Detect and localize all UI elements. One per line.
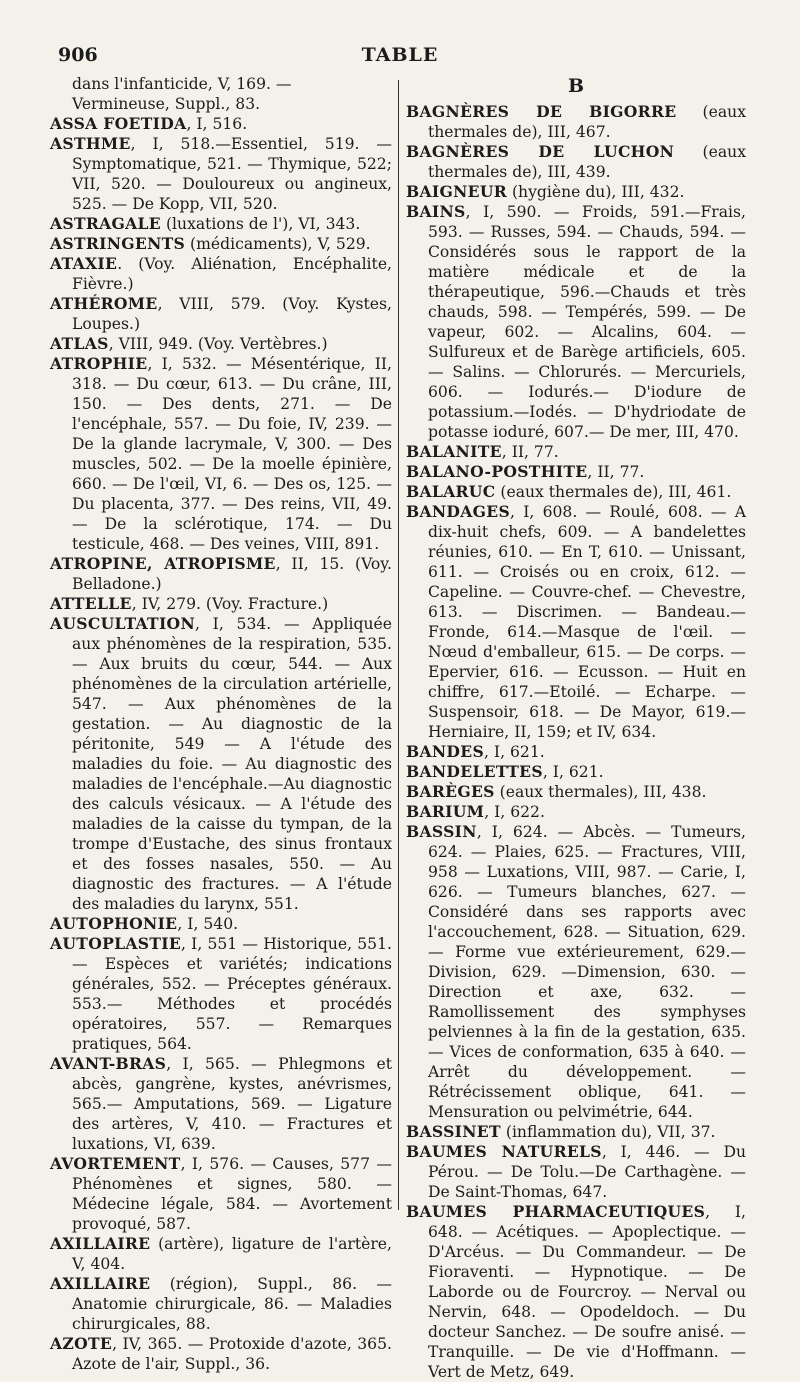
entry-headword: AUTOPLASTIE [50,934,182,953]
entry-references: . (Voy. Aliénation, Encéphalite, Fièvre.) [72,255,392,293]
entry-headword: AVORTEMENT [50,1154,181,1173]
index-entry [50,1234,392,1274]
entry-headword: BAUMES NATURELS [406,1142,602,1161]
entry-headword: ASTHME [50,134,131,153]
entry-headword: AXILLAIRE [50,1234,151,1253]
entry-references: , I, 532. — Mésentérique, II, 318. — Du cœur, 613. — Du crâne, III, 150. — Des dents, 271. — De l'encéphale, 557. — Du foie, IV, 239. — De la glande lacrymale, V, 300. — Des muscles, 502. — De la moelle épinière, 660. — De l'œil, VI, 6. — Des os, 125. — Du placenta, 377. — Des reins, VII, 49. — De la sclérotique, 174. — Du testicule, 468. — Des veines, VIII, 891. [72,355,392,553]
continuation-text: dans l'infanticide, V, 169. — Vermineuse, Suppl., 83. [72,75,292,113]
entry-headword: ATLAS [50,334,109,353]
entry-headword: ATROPINE, ATROPISME [50,554,276,573]
entry-headword: AUSCULTATION [50,614,195,633]
entry-headword: ASTRINGENTS [50,234,186,253]
entry-headword: BARIUM [406,802,485,821]
entry-headword: AZOTE [50,1334,113,1353]
entry-headword: BAGNÈRES DE BIGORRE [406,102,677,121]
column-divider [398,80,399,1210]
entry-references: (eaux thermales de), III, 461. [495,483,732,501]
index-entry [50,114,392,134]
index-entry [50,554,392,594]
entry-headword: AXILLAIRE [50,1274,151,1293]
left-column [50,74,392,1374]
entry-headword: BANDES [406,742,485,761]
entry-references: , I, 624. — Abcès. — Tumeurs, 624. — Plaies, 625. — Fractures, VIII, 958 — Luxations, VIII, 987. — Carie, I, 626. — Tumeurs blanches, 627. — Considéré dans ses rapports avec l'accouchement, 628. — Situation, 629. — Forme vue extérieurement, 629.—Division, 629. —Dimension, 630. — Direction et axe, 632. — Ramollissement des symphyses pelviennes à la fin de la gestation, 635. — Vices de conformation, 635 à 640. — Arrêt du développement. — Rétrécissement oblique, 641. — Mensuration ou pelvimétrie, 644. [428,823,746,1121]
index-entry [50,1154,392,1234]
index-entry [406,482,746,502]
entry-references: (eaux thermales de), III, 439. [428,143,747,181]
entry-references: , II, 15. (Voy. Belladone.) [72,555,393,593]
index-entry [406,462,746,482]
entry-references: , II, 77. [501,443,559,461]
entry-references: , I, 648. — Acétiques. — Apoplectique. — D'Arcéus. — Du Commandeur. — De Fioraventi. — Hypnotique. — De Laborde ou de Fourcroy. — Nerval ou Nervin, 648. — Opodeldoch. — Du docteur Sanchez. — De soufre anisé. — Tranquille. — De vie d'Hoffmann. — Vert de Metz, 649. [428,1203,746,1381]
entry-headword: ASSA FOETIDA [50,114,187,133]
entry-references: , I, 608. — Roulé, 608. — A dix-huit chefs, 609. — A bandelettes réunies, 610. — En T, 610. — Unissant, 611. — Croisés ou en croix, 612. — Capeline. — Couvre-chef. — Chevestre, 613. — Discrimen. — Bandeau.—Fronde, 614.—Masque de l'œil. — Nœud d'emballeur, 615. — De corps. — Epervier, 616. — Ecusson. — Huit en chiffre, 617.—Etoilé. — Echarpe. — Suspensoir, 618. — De Mayor, 619.— Herniaire, II, 159; et IV, 634. [428,503,746,741]
entry-references: , I, 446. — Du Pérou. — De Tolu.—De Carthagène. — De Saint-Thomas, 647. [428,1143,746,1201]
index-entry [406,822,746,1122]
index-entry [406,802,746,822]
index-entry [50,914,392,934]
entry-references: , I, 590. — Froids, 591.—Frais, 593. — Russes, 594. — Chauds, 594. — Considérés sous le rapport de la matière médicale et de la thérapeutique, 596.—Chauds et très chauds, 598. — Tempérés, 599. — De vapeur, 602. — Alcalins, 604. — Sulfureux et de Barège artificiels, 605. — Salins. — Chlorurés. — Mercuriels, 606. — Iodurés.— D'iodure de potassium.—Iodés. — D'hydriodate de potasse ioduré, 607.— De mer, III, 470. [428,203,746,441]
entry-headword: ATAXIE [50,254,118,273]
index-entry [406,502,746,742]
entry-references: (luxations de l'), VI, 343. [161,215,361,233]
entry-headword: BARÈGES [406,782,495,801]
index-entry [50,1334,392,1374]
entry-references: , I, 621. [484,743,545,761]
entry-references: , I, 565. — Phlegmons et abcès, gangrène, kystes, anévrismes, 565.— Amputations, 569. — Ligature des artères, V, 410. — Fractures et luxations, VI, 639. [72,1055,392,1153]
entry-references: (eaux thermales), III, 438. [494,783,707,801]
index-entry [406,1122,746,1142]
entry-references: , I, 534. — Appliquée aux phénomènes de la respiration, 535. — Aux bruits du cœur, 544. — Aux phénomènes de la circulation artérielle, 547. — Aux phénomènes de la gestation. — Au diagnostic de la péritonite, 549 — A l'étude des maladies du foie. — Au diagnostic des maladies de l'encéphale.—Au diagnostic des calculs vésicaux. — A l'étude des maladies de la caisse du tympan, de la trompe d'Eustache, des sinus frontaux et des fosses nasales, 550. — Au diagnostic des fractures. — A l'étude des maladies du larynx, 551. [72,615,392,913]
index-entry [406,202,746,442]
entry-headword: BANDAGES [406,502,511,521]
index-entry [406,102,746,142]
entry-headword: ATROPHIE [50,354,148,373]
entry-headword: ATTELLE [50,594,132,613]
entry-references: (eaux thermales de), III, 467. [428,103,746,141]
index-entry [406,1142,746,1202]
index-entry [406,762,746,782]
index-entry [50,1274,392,1334]
entry-references: , I, 516. [186,115,248,133]
entry-references: (médicaments), V, 529. [185,235,371,253]
page-header [58,44,742,72]
index-entry [50,334,392,354]
index-entry [406,1202,746,1382]
index-entry [50,134,392,214]
right-entry-list [406,102,746,1382]
index-entry [50,934,392,1054]
entry-references: , II, 77. [587,463,645,481]
entry-headword: BAIGNEUR [406,182,507,201]
index-entry [50,594,392,614]
entry-references: , VIII, 579. (Voy. Kystes, Loupes.) [72,295,392,333]
entry-references: , I, 622. [484,803,545,821]
entry-references: (région), Suppl., 86. — Anatomie chirurgicale, 86. — Maladies chirurgicales, 88. [72,1275,392,1333]
index-entry [406,782,746,802]
entry-references: , IV, 365. — Protoxide d'azote, 365. Azote de l'air, Suppl., 36. [72,1335,392,1373]
entry-headword: AVANT-BRAS [50,1054,167,1073]
entry-headword: BASSINET [406,1122,501,1141]
index-entry [406,442,746,462]
index-entry [50,214,392,234]
index-entry [406,182,746,202]
entry-references: , I, 551 — Historique, 551. — Espèces et variétés; indications générales, 552. — Préceptes généraux. 553.— Méthodes et procédés opératoires, 557. — Remarques pratiques, 564. [72,935,392,1053]
index-entry [50,234,392,254]
entry-headword: BALARUC [406,482,496,501]
entry-headword: AUTOPHONIE [50,914,178,933]
entry-headword: BALANITE [406,442,502,461]
index-entry [50,354,392,554]
entry-references: (inflammation du), VII, 37. [500,1123,716,1141]
index-entry [50,614,392,914]
entry-references: (hygiène du), III, 432. [507,183,685,201]
index-entry [406,142,746,182]
entry-headword: BAUMES PHARMACEUTIQUES [406,1202,706,1221]
entry-headword: ASTRAGALE [50,214,161,233]
index-entry [50,254,392,294]
entry-references: , I, 518.—Essentiel, 519. — Symptomatique, 521. — Thymique, 522; VII, 520. — Douloureux ou angineux, 525. — De Kopp, VII, 520. [72,135,392,213]
entry-headword: BANDELETTES [406,762,543,781]
index-entry [50,294,392,334]
entry-headword: BAGNÈRES DE LUCHON [406,142,675,161]
entry-references: , I, 540. [177,915,239,933]
entry-references: , I, 621. [542,763,604,781]
entry-headword: ATHÉROME [50,294,158,313]
page-number: 906 [58,44,98,66]
page-title: TABLE [361,44,439,66]
entry-references: (artère), ligature de l'artère, V, 404. [72,1235,392,1273]
left-entry-list [50,114,392,1374]
entry-headword: BALANO-POSTHITE [406,462,588,481]
entry-references: , I, 576. — Causes, 577 — Phénomènes et signes, 580. — Médecine légale, 584. — Avortement provoqué, 587. [72,1155,392,1233]
right-column [406,74,746,1382]
entry-references: , IV, 279. (Voy. Fracture.) [131,595,329,613]
section-letter: B [567,75,585,97]
index-entry [50,1054,392,1154]
entry-headword: BASSIN [406,822,477,841]
entry-references: , VIII, 949. (Voy. Vertèbres.) [108,335,328,353]
entry-headword: BAINS [406,202,466,221]
index-entry [406,742,746,762]
